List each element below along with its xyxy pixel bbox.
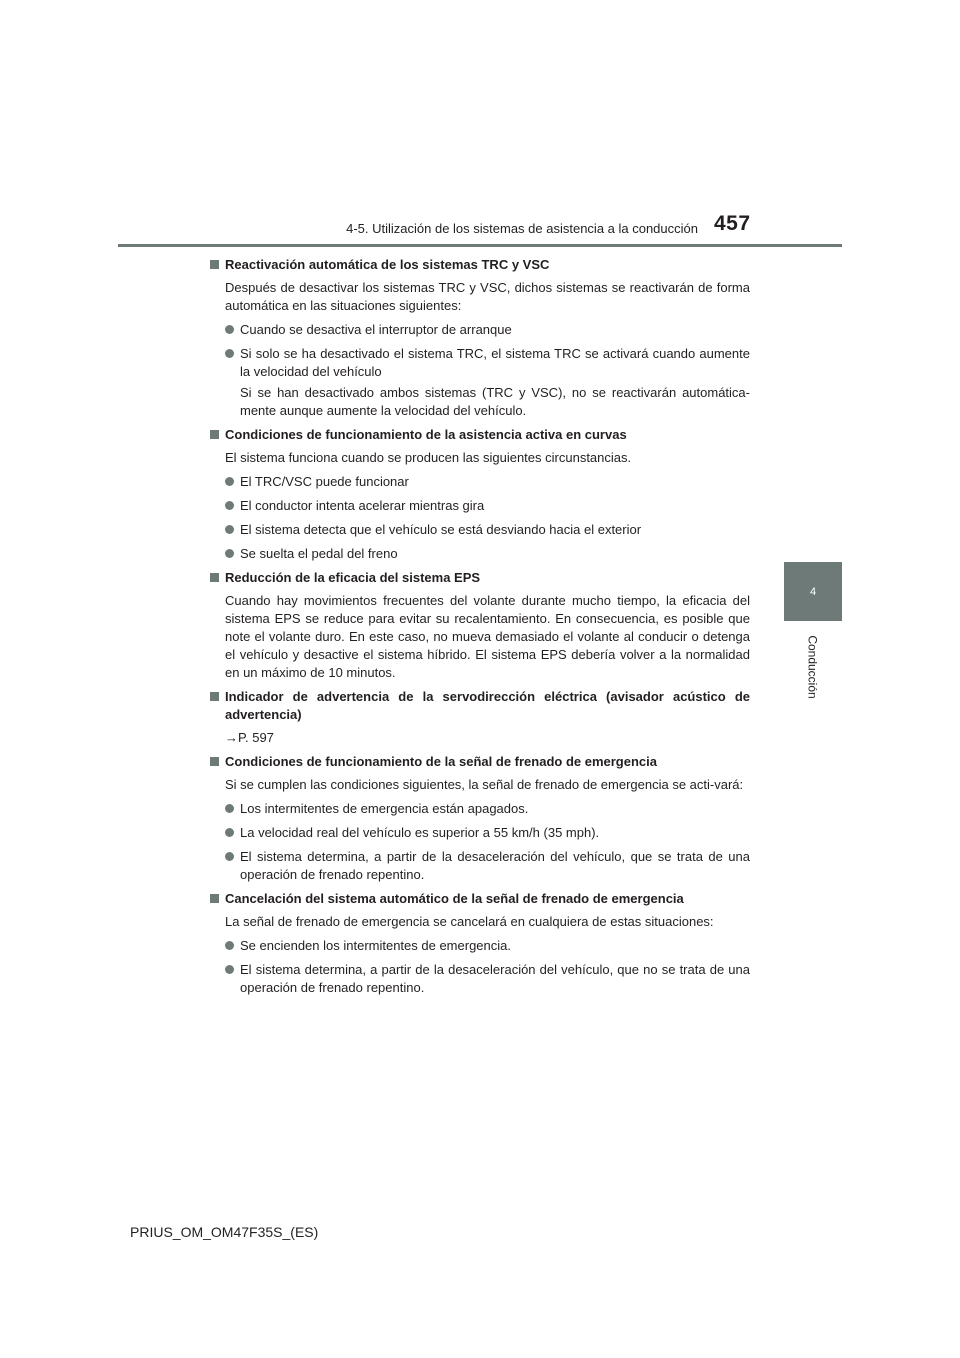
square-bullet-icon [210, 430, 219, 439]
list-item-text: Se suelta el pedal del freno [240, 546, 398, 561]
section-curve-assist-conditions [210, 426, 750, 563]
chapter-tab-label-text: Conducción [806, 635, 820, 699]
section-heading [210, 688, 750, 724]
section-title: Reducción de la eficacia del sistema EPS [225, 570, 481, 585]
list-item [210, 473, 750, 491]
section-heading [210, 890, 750, 908]
section-title: Cancelación del sistema automático de la señal de frenado de emergencia [225, 891, 684, 906]
circle-bullet-icon [225, 965, 234, 974]
section-heading [210, 753, 750, 771]
square-bullet-icon [210, 757, 219, 766]
page-header [0, 0, 960, 250]
section-title: Indicador de advertencia de la servodirección eléctrica (avisador acústico de advertencia) [225, 689, 750, 722]
circle-bullet-icon [225, 804, 234, 813]
section-intro: Después de desactivar los sistemas TRC y VSC, dichos sistemas se reactivarán de forma automática en las situaciones siguientes: [225, 280, 750, 313]
section-title: Reactivación automática de los sistemas TRC y VSC [225, 257, 550, 272]
circle-bullet-icon [225, 852, 234, 861]
list-item [210, 961, 750, 997]
square-bullet-icon [210, 692, 219, 701]
list-item [210, 937, 750, 955]
list-item [210, 800, 750, 818]
section-title: Condiciones de funcionamiento de la señal de frenado de emergencia [225, 754, 657, 769]
list-item-text: Se encienden los intermitentes de emergencia. [240, 938, 511, 953]
section-eps-warning-indicator [210, 688, 750, 747]
circle-bullet-icon [225, 549, 234, 558]
list-item-text: El sistema determina, a partir de la desaceleración del vehículo, que se trata de una operación de frenado repentino. [240, 849, 750, 882]
circle-bullet-icon [225, 349, 234, 358]
header-rule [118, 244, 842, 247]
circle-bullet-icon [225, 325, 234, 334]
section-emergency-brake-signal-cancellation [210, 890, 750, 997]
document-code: PRIUS_OM_OM47F35S_(ES) [130, 1224, 319, 1240]
chapter-tab-label [784, 632, 842, 702]
section-emergency-brake-signal-conditions [210, 753, 750, 884]
section-intro: Si se cumplen las condiciones siguientes, la señal de frenado de emergencia se acti-vará: [225, 777, 744, 792]
list-item-text: El TRC/VSC puede funcionar [240, 474, 409, 489]
circle-bullet-icon [225, 941, 234, 950]
section-title: Condiciones de funcionamiento de la asistencia activa en curvas [225, 427, 627, 442]
list-item-text: El sistema detecta que el vehículo se está desviando hacia el exterior [240, 522, 642, 537]
square-bullet-icon [210, 260, 219, 269]
section-heading [210, 256, 750, 274]
circle-bullet-icon [225, 477, 234, 486]
section-continuation: Si se han desactivado ambos sistemas (TRC y VSC), no se reactivarán automática-mente aunque aumente la velocidad del vehículo. [240, 385, 750, 418]
list-item [210, 345, 750, 381]
page-reference-link[interactable]: →P. 597 [225, 730, 274, 745]
page-content [210, 256, 750, 1003]
section-intro: La señal de frenado de emergencia se cancelará en cualquiera de estas situaciones: [225, 914, 714, 929]
square-bullet-icon [210, 573, 219, 582]
list-item [210, 321, 750, 339]
section-intro: El sistema funciona cuando se producen las siguientes circunstancias. [225, 450, 632, 465]
section-eps-reduction [210, 569, 750, 682]
list-item-text: Cuando se desactiva el interruptor de arranque [240, 322, 512, 337]
list-item-text: El conductor intenta acelerar mientras gira [240, 498, 485, 513]
square-bullet-icon [210, 894, 219, 903]
section-trc-vsc-reactivation [210, 256, 750, 420]
circle-bullet-icon [225, 525, 234, 534]
list-item-text: Los intermitentes de emergencia están apagados. [240, 801, 529, 816]
section-heading [210, 569, 750, 587]
section-intro: Cuando hay movimientos frecuentes del volante durante mucho tiempo, la eficacia del sistema EPS se reduce para evitar su recalentamiento. En consecuencia, es posible que note el volante duro. En este caso, no mueva demasiado el volante al conducir o detenga el vehículo y desactive el sistema híbrido. El sistema EPS debería volver a la normalidad en un máximo de 10 minutos. [225, 593, 750, 680]
list-item [210, 824, 750, 842]
list-item [210, 848, 750, 884]
list-item [210, 545, 750, 563]
list-item [210, 497, 750, 515]
page-number: 457 [714, 212, 751, 235]
list-item [210, 521, 750, 539]
list-item-text: Si solo se ha desactivado el sistema TRC, el sistema TRC se activará cuando aumente la velocidad del vehículo [240, 346, 750, 379]
circle-bullet-icon [225, 828, 234, 837]
chapter-tab[interactable] [784, 562, 842, 621]
section-heading [210, 426, 750, 444]
list-item-text: La velocidad real del vehículo es superior a 55 km/h (35 mph). [240, 825, 600, 840]
chapter-tab-number: 4 [809, 585, 817, 598]
chapter-title: 4-5. Utilización de los sistemas de asistencia a la conducción [346, 221, 698, 236]
circle-bullet-icon [225, 501, 234, 510]
list-item-text: El sistema determina, a partir de la desaceleración del vehículo, que no se trata de una operación de frenado repentino. [240, 962, 750, 995]
